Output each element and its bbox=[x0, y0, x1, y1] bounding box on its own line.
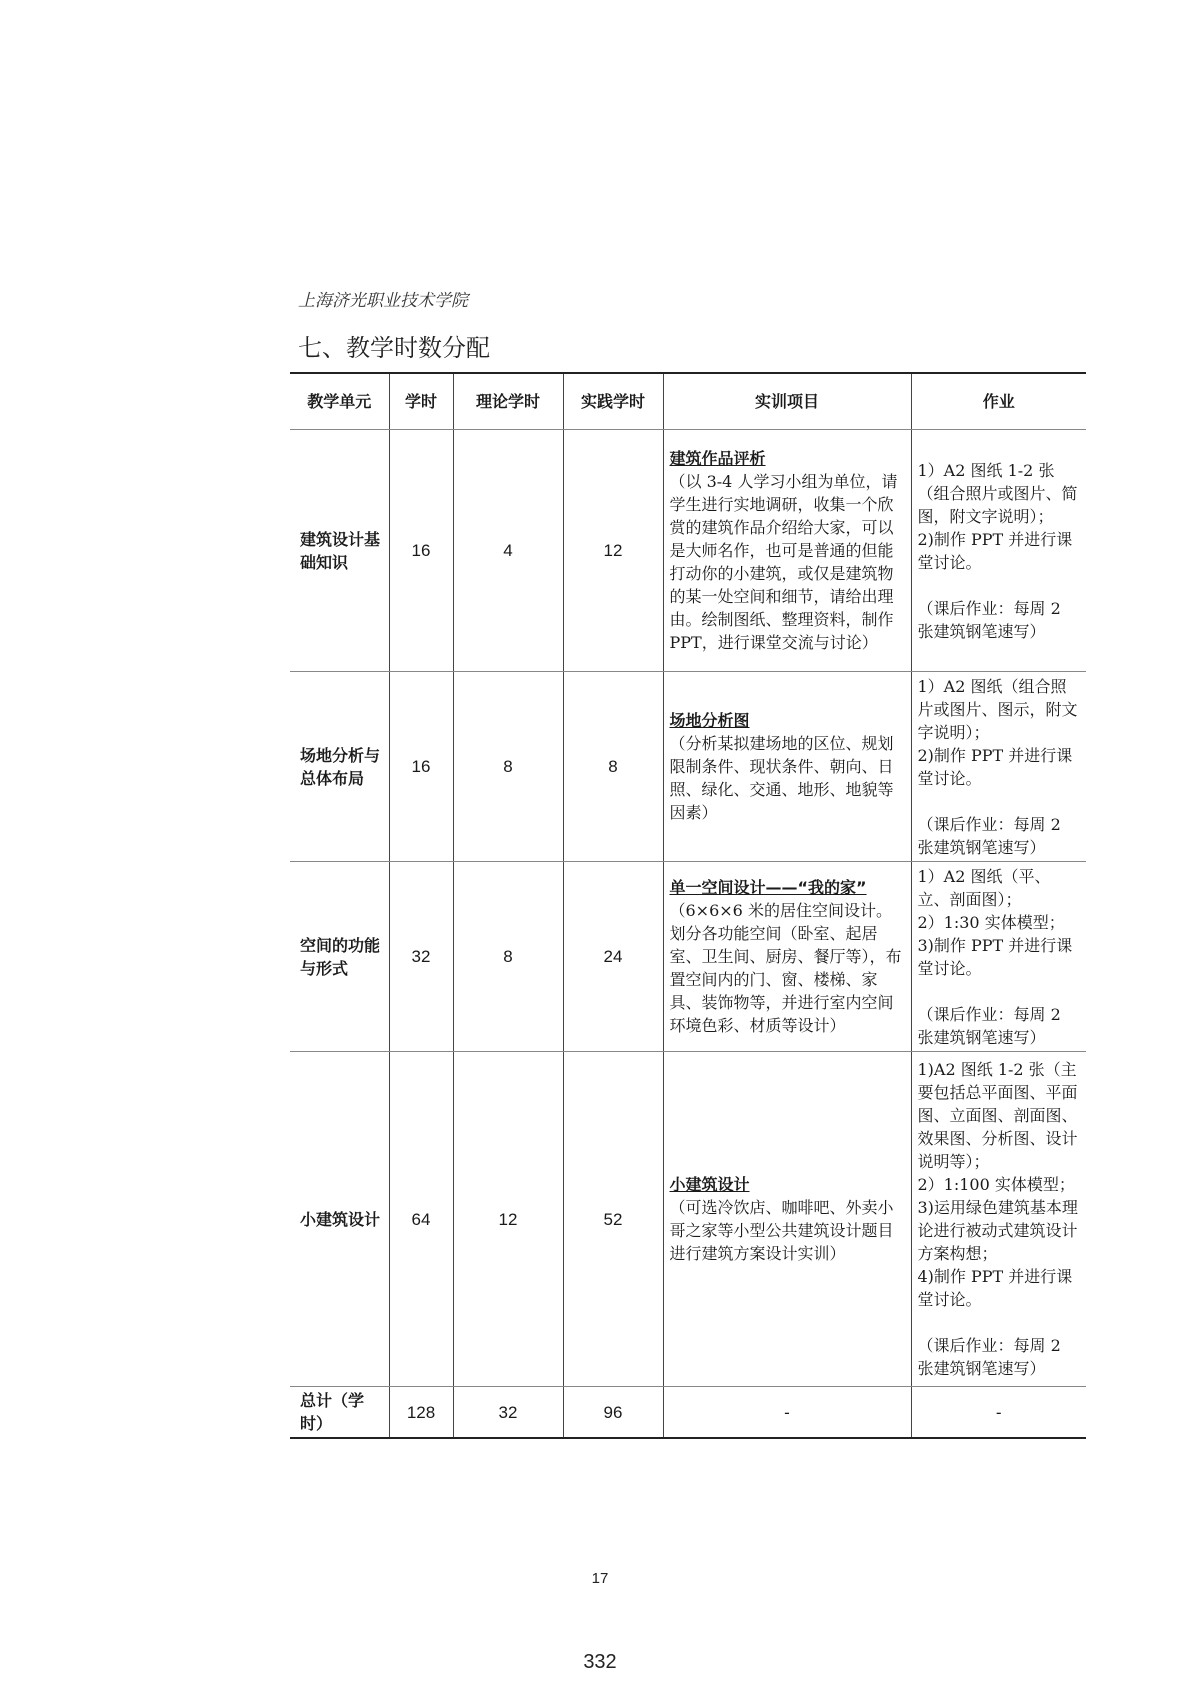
homework-cell bbox=[911, 1052, 1086, 1387]
project-description: （以 3-4 人学习小组为单位，请学生进行实地调研，收集一个欣赏的建筑作品介绍给大家，可以是大师名作，也可是普通的但能打动你的小建筑，或仅是建筑物的某一处空间和细节，请给出理由。绘制图纸、整理资料，制作 PPT，进行课堂交流与讨论） bbox=[669, 472, 898, 652]
total-hours: 16 bbox=[389, 672, 453, 862]
total-theory-hours: 32 bbox=[453, 1387, 563, 1439]
header-homework: 作业 bbox=[911, 373, 1086, 430]
table-row bbox=[290, 672, 1086, 862]
homework-item: 1）A2 图纸 1-2 张（组合照片或图片、简图，附文字说明）； bbox=[917, 460, 1078, 526]
total-practice-hours: 96 bbox=[563, 1387, 663, 1439]
after-class-homework: （课后作业：每周 2 张建筑钢笔速写） bbox=[917, 598, 1061, 641]
homework-item: 2）1:100 实体模型； bbox=[917, 1175, 1075, 1194]
practice-hours: 8 bbox=[563, 672, 663, 862]
homework-item: 2)制作 PPT 并进行课堂讨论。 bbox=[917, 745, 1073, 788]
homework-cell bbox=[911, 672, 1086, 862]
homework-cell bbox=[911, 430, 1086, 672]
theory-hours: 8 bbox=[453, 672, 563, 862]
total-hours: 32 bbox=[389, 862, 453, 1052]
unit-name: 空间的功能与形式 bbox=[290, 862, 389, 1052]
page-number: 17 bbox=[591, 1570, 609, 1587]
total-project: - bbox=[663, 1387, 911, 1439]
after-class-homework: （课后作业：每周 2 张建筑钢笔速写） bbox=[917, 1336, 1061, 1378]
project-title: 场地分析图 bbox=[669, 711, 750, 730]
header-hours: 学时 bbox=[389, 373, 453, 430]
homework-item: 1）A2 图纸（平、立、剖面图）； bbox=[917, 866, 1051, 909]
homework-cell bbox=[911, 862, 1086, 1052]
after-class-homework: （课后作业：每周 2 张建筑钢笔速写） bbox=[917, 814, 1061, 857]
practice-hours: 12 bbox=[563, 430, 663, 672]
homework-item: 1)A2 图纸 1-2 张（主要包括总平面图、平面图、立面图、剖面图、效果图、分析图、设计说明等）； bbox=[917, 1060, 1078, 1171]
table-row bbox=[290, 862, 1086, 1052]
homework-item: 3)制作 PPT 并进行课堂讨论。 bbox=[917, 935, 1073, 978]
school-header: 上海济光职业技术学院 bbox=[298, 291, 468, 311]
total-row bbox=[290, 1387, 1086, 1439]
total-label: 总计（学时） bbox=[290, 1387, 389, 1439]
project-cell bbox=[663, 430, 911, 672]
unit-name: 场地分析与总体布局 bbox=[290, 672, 389, 862]
header-unit: 教学单元 bbox=[290, 373, 389, 430]
practice-hours: 52 bbox=[563, 1052, 663, 1387]
theory-hours: 12 bbox=[453, 1052, 563, 1387]
homework-item: 2)制作 PPT 并进行课堂讨论。 bbox=[917, 529, 1073, 572]
theory-hours: 4 bbox=[453, 430, 563, 672]
homework-item: 3)运用绿色建筑基本理论进行被动式建筑设计方案构想； bbox=[917, 1198, 1078, 1263]
project-title: 小建筑设计 bbox=[669, 1175, 750, 1194]
project-description: （可选冷饮店、咖啡吧、外卖小哥之家等小型公共建筑设计题目进行建筑方案设计实训） bbox=[669, 1198, 894, 1263]
table-row bbox=[290, 1052, 1086, 1387]
project-cell bbox=[663, 672, 911, 862]
header-theory: 理论学时 bbox=[453, 373, 563, 430]
after-class-homework: （课后作业：每周 2 张建筑钢笔速写） bbox=[917, 1004, 1061, 1047]
section-title: 七、教学时数分配 bbox=[298, 334, 490, 362]
project-cell bbox=[663, 1052, 911, 1387]
practice-hours: 24 bbox=[563, 862, 663, 1052]
teaching-hours-table bbox=[290, 372, 1086, 1439]
header-practice: 实践学时 bbox=[563, 373, 663, 430]
unit-name: 小建筑设计 bbox=[290, 1052, 389, 1387]
total-hours: 64 bbox=[389, 1052, 453, 1387]
project-description: （分析某拟建场地的区位、规划限制条件、现状条件、朝向、日照、绿化、交通、地形、地貌等因素） bbox=[669, 734, 894, 822]
homework-item: 4)制作 PPT 并进行课堂讨论。 bbox=[917, 1267, 1073, 1309]
total-hours: 16 bbox=[389, 430, 453, 672]
outer-page-number: 332 bbox=[583, 1651, 617, 1673]
unit-name: 建筑设计基础知识 bbox=[290, 430, 389, 672]
homework-item: 2）1:30 实体模型； bbox=[917, 912, 1065, 932]
project-title: 单一空间设计——“我的家” bbox=[669, 878, 867, 897]
table-row bbox=[290, 430, 1086, 672]
project-description: （6×6×6 米的居住空间设计。划分各功能空间（卧室、起居室、卫生间、厨房、餐厅等），布置空间内的门、窗、楼梯、家具、装饰物等，并进行室内空间环境色彩、材质等设计） bbox=[669, 901, 902, 1035]
project-title: 建筑作品评析 bbox=[669, 449, 766, 468]
total-homework: - bbox=[911, 1387, 1086, 1439]
theory-hours: 8 bbox=[453, 862, 563, 1052]
project-cell bbox=[663, 862, 911, 1052]
total-hours: 128 bbox=[389, 1387, 453, 1439]
table-header-row bbox=[290, 373, 1086, 430]
homework-item: 1）A2 图纸（组合照片或图片、图示，附文字说明）； bbox=[917, 676, 1078, 742]
header-project: 实训项目 bbox=[663, 373, 911, 430]
